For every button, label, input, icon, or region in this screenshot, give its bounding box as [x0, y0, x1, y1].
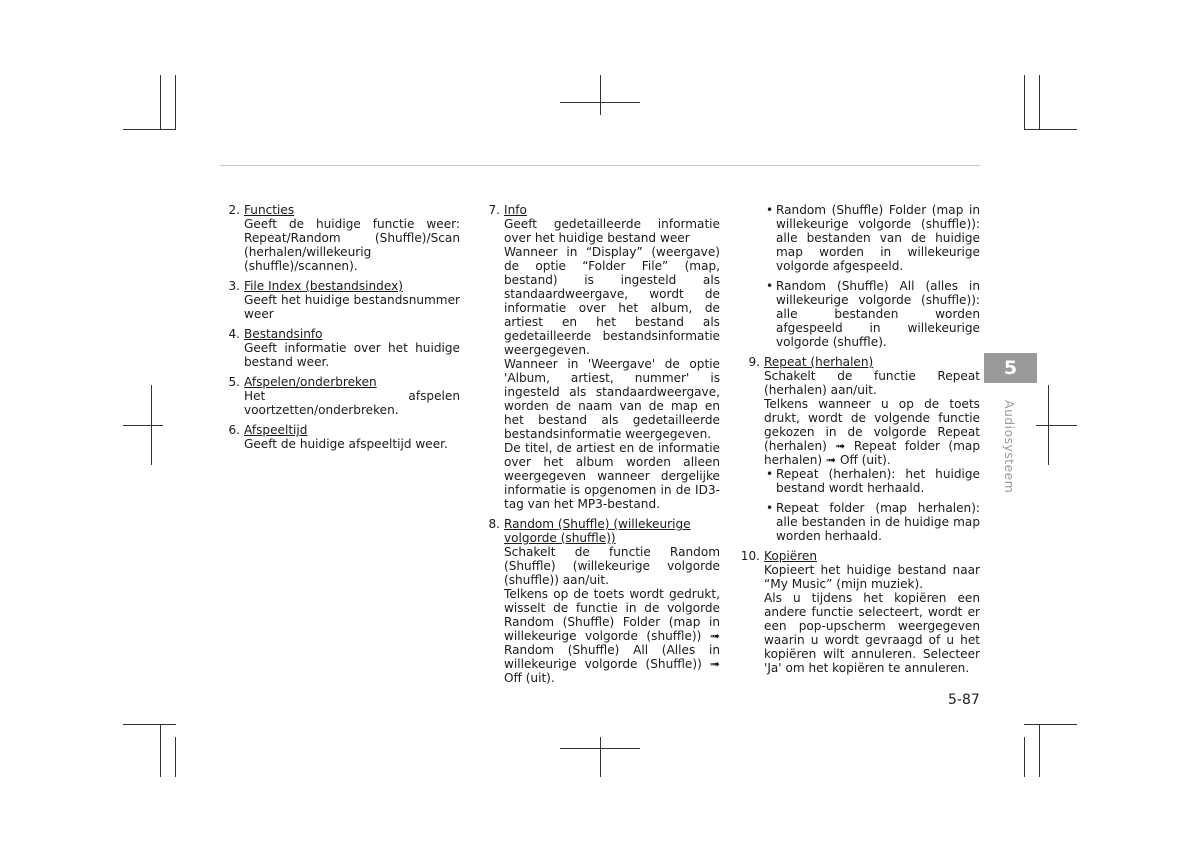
item-title: Kopiëren — [764, 549, 818, 563]
list-item — [222, 203, 460, 273]
header-rule — [220, 165, 980, 166]
registration-mark — [1036, 425, 1077, 426]
registration-mark — [123, 425, 163, 426]
item-paragraph: Geeft gedetailleerde informatie over het huidige bestand weer — [504, 217, 720, 245]
column-2 — [482, 203, 720, 691]
bullet-item: • Random (Shuffle) All (alles in willekeurige volgorde (shuffle)): alle bestanden worden afgespeeld in willekeurige volgorde (shuffle). — [764, 279, 980, 349]
chapter-title: Audiosysteem — [1002, 400, 1017, 494]
crop-mark — [1039, 75, 1040, 130]
item-number: 8. — [488, 517, 500, 531]
list-item — [222, 423, 460, 451]
item-paragraph: Schakelt de functie Repeat (herhalen) aan/uit. — [764, 369, 980, 397]
crop-mark — [1024, 129, 1077, 130]
item-number: 5. — [228, 375, 240, 389]
column-3 — [740, 203, 980, 681]
chapter-tab — [984, 353, 1037, 383]
list-item — [222, 375, 460, 417]
item-title: Info — [504, 203, 527, 217]
item-bullets — [740, 467, 980, 543]
item-title: Bestandsinfo — [244, 327, 323, 341]
item-number: 2. — [228, 203, 240, 217]
crop-mark — [1039, 724, 1040, 777]
registration-mark — [600, 737, 601, 777]
crop-mark — [1024, 75, 1025, 130]
item-text: Geeft informatie over het huidige bestand weer. — [244, 341, 460, 369]
item-title: Afspeeltijd — [244, 423, 308, 437]
item-paragraph: Wanneer in “Display” (weergave) de optie “Folder File” (map, bestand) is ingesteld als standaardweergave, wordt de informatie over het album, de artiest en het bestand als gedetailleerde bestandsinformatie weergegeven. — [504, 245, 720, 357]
item-paragraph: Kopieert het huidige bestand naar “My Music” (mijn muziek). — [764, 563, 980, 591]
registration-mark — [600, 75, 601, 115]
item-number: 9. — [748, 355, 760, 369]
registration-mark — [560, 748, 640, 749]
crop-mark — [123, 724, 176, 725]
item-title: Repeat (herhalen) — [764, 355, 874, 369]
crop-mark — [175, 75, 176, 130]
item-paragraph: Telkens op de toets wordt gedrukt, wisselt de functie in de volgorde Random (Shuffle) Folder (map in willekeurige volgorde (shuffle)) ➟ Random (Shuffle) All (Alles in willekeurige volgorde (Shuffle)) ➟ Off (uit). — [504, 587, 720, 685]
column-1 — [222, 203, 460, 457]
chapter-number: 5 — [1003, 357, 1018, 379]
item-paragraph: Als u tijdens het kopiëren een andere functie selecteert, wordt er een pop-upscherm weergegeven waarin u wordt gevraagd of u het kopiëren wilt annuleren. Selecteer 'Ja' om het kopiëren te annuleren. — [764, 591, 980, 675]
list-item — [222, 327, 460, 369]
item-paragraph: De titel, de artiest en de informatie over het album worden alleen weergegeven wanneer dergelijke informatie is opgenomen in de ID3-tag van het MP3-bestand. — [504, 441, 720, 511]
crop-mark — [160, 724, 161, 777]
item-text: Geeft het huidige bestandsnummer weer — [244, 293, 460, 321]
item-paragraph: Wanneer in 'Weergave' de optie 'Album, artiest, nummer' is ingesteld als standaardweergave, worden de naam van de map en het bestand als gedetailleerde bestandsinformatie weergegeven. — [504, 357, 720, 441]
item-number: 10. — [740, 549, 760, 563]
item-paragraph: Telkens wanneer u op de toets drukt, wordt de volgende functie gekozen in de volgorde Repeat (herhalen) ➟ Repeat folder (map herhalen) ➟ Off (uit). — [764, 397, 980, 467]
item-title: File Index (bestandsindex) — [244, 279, 403, 293]
list-item — [482, 517, 720, 685]
registration-mark — [560, 102, 640, 103]
list-item — [482, 203, 720, 511]
bullet-item: • Repeat (herhalen): het huidige bestand wordt herhaald. — [764, 467, 980, 495]
item-title: Random (Shuffle) (willekeurige volgorde (shuffle)) — [504, 517, 691, 545]
item-text: Geeft de huidige functie weer: Repeat/Random (Shuffle)/Scan (herhalen/willekeurig (shuffle)/scannen). — [244, 217, 460, 273]
item-paragraph: Schakelt de functie Random (Shuffle) (willekeurige volgorde (shuffle)) aan/uit. — [504, 545, 720, 587]
crop-mark — [1024, 737, 1025, 777]
list-item — [222, 279, 460, 321]
page-number: 5-87 — [948, 692, 980, 708]
item-title: Afspelen/onderbreken — [244, 375, 377, 389]
bullet-item: • Random (Shuffle) Folder (map in willekeurige volgorde (shuffle)): alle bestanden van de huidige map worden in willekeurige volgorde afgespeeld. — [764, 203, 980, 273]
crop-mark — [1024, 724, 1077, 725]
crop-mark — [123, 129, 176, 130]
item-text: Het afspelen voortzetten/onderbreken. — [244, 389, 460, 417]
carry-bullets — [740, 203, 980, 349]
item-number: 7. — [488, 203, 500, 217]
list-item — [740, 549, 980, 675]
crop-mark — [175, 737, 176, 777]
item-number: 3. — [228, 279, 240, 293]
item-number: 4. — [228, 327, 240, 341]
item-text: Geeft de huidige afspeeltijd weer. — [244, 437, 448, 451]
crop-mark — [160, 75, 161, 130]
list-item — [740, 355, 980, 467]
bullet-item: • Repeat folder (map herhalen): alle bestanden in de huidige map worden herhaald. — [764, 501, 980, 543]
item-number: 6. — [228, 423, 240, 437]
item-title: Functies — [244, 203, 295, 217]
